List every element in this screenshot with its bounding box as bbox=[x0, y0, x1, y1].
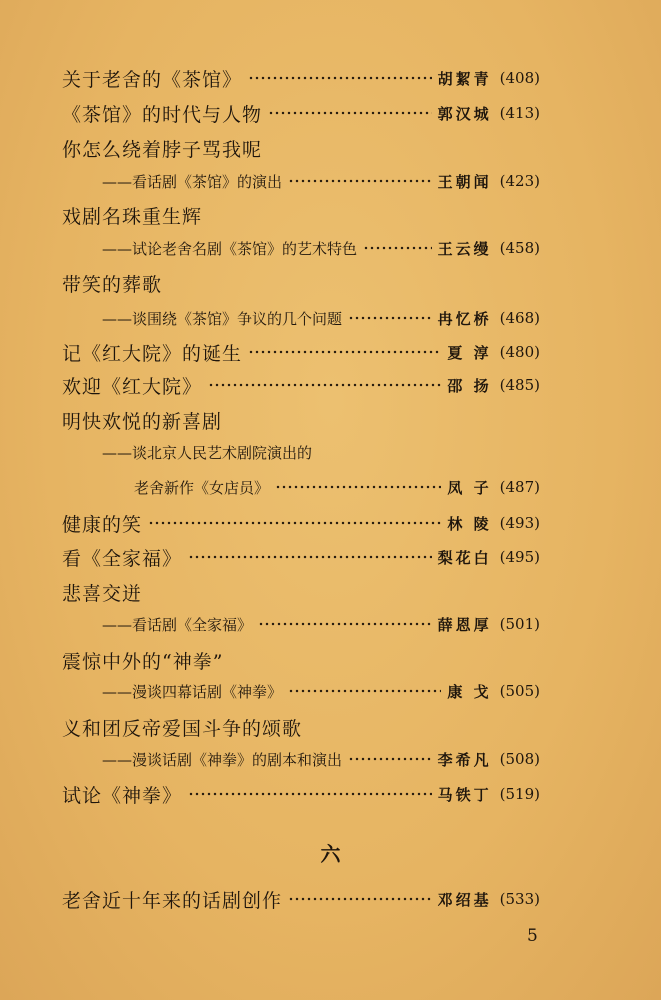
entry-page: (508) bbox=[499, 750, 540, 768]
entry-author: 夏 淳 bbox=[447, 343, 492, 362]
entry-title: 《茶馆》的时代与人物 bbox=[62, 103, 263, 126]
leader-dots bbox=[288, 894, 432, 904]
entry-author: 王朝闻 bbox=[437, 172, 492, 191]
entry-page: (480) bbox=[499, 343, 540, 361]
entry-title: 看《全家福》 bbox=[62, 547, 183, 570]
entry-author: 凤 子 bbox=[447, 478, 492, 497]
entry-page: (485) bbox=[499, 376, 540, 394]
entry-author: 梨花白 bbox=[437, 548, 492, 567]
toc-entry bbox=[62, 338, 540, 366]
leader-dots bbox=[188, 552, 432, 562]
section-heading: 六 bbox=[320, 842, 341, 866]
entry-page: (458) bbox=[499, 239, 540, 257]
entry-author: 邓绍基 bbox=[437, 890, 492, 909]
leader-dots bbox=[258, 619, 432, 629]
entry-page: (487) bbox=[499, 478, 540, 496]
entry-subtitle: ——漫谈话剧《神拳》的剧本和演出 bbox=[102, 750, 343, 769]
entry-author: 薛恩厚 bbox=[437, 615, 492, 634]
toc-entry bbox=[102, 304, 540, 332]
entry-author: 胡絜青 bbox=[437, 69, 492, 88]
entry-title: 明快欢悦的新喜剧 bbox=[62, 410, 223, 433]
entry-subtitle: ——漫谈四幕话剧《神拳》 bbox=[102, 682, 283, 701]
leader-dots bbox=[288, 686, 441, 696]
leader-dots bbox=[188, 789, 432, 799]
entry-page: (413) bbox=[499, 104, 540, 122]
entry-title: 老舍近十年来的话剧创作 bbox=[62, 889, 283, 912]
entry-subtitle: ——看话剧《茶馆》的演出 bbox=[102, 172, 283, 191]
leader-dots bbox=[248, 347, 441, 357]
toc-entry bbox=[102, 438, 540, 466]
entry-title: 欢迎《红大院》 bbox=[62, 375, 203, 398]
entry-author: 邵 扬 bbox=[447, 376, 492, 395]
entry-page: (533) bbox=[499, 890, 540, 908]
entry-title: 悲喜交迸 bbox=[62, 582, 143, 605]
toc-entry bbox=[102, 234, 540, 262]
leader-dots bbox=[148, 518, 441, 528]
toc-entry bbox=[62, 885, 540, 913]
entry-author: 林 陵 bbox=[447, 514, 492, 533]
entry-author: 王云缦 bbox=[437, 239, 492, 258]
toc-entry bbox=[62, 64, 540, 92]
entry-page: (501) bbox=[499, 615, 540, 633]
toc-entry bbox=[62, 99, 540, 127]
entry-subtitle: 老舍新作《女店员》 bbox=[134, 478, 270, 497]
entry-subtitle: ——看话剧《全家福》 bbox=[102, 615, 253, 634]
toc-entry bbox=[102, 745, 540, 773]
entry-page: (495) bbox=[499, 548, 540, 566]
entry-author: 康 戈 bbox=[447, 682, 492, 701]
entry-title: 戏剧名珠重生辉 bbox=[62, 205, 203, 228]
toc-entry bbox=[134, 473, 540, 501]
entry-title: 你怎么绕着脖子骂我呢 bbox=[62, 138, 263, 161]
leader-dots bbox=[363, 243, 432, 253]
entry-title: 试论《神拳》 bbox=[62, 784, 183, 807]
toc-entry bbox=[102, 610, 540, 638]
entry-title: 健康的笑 bbox=[62, 513, 143, 536]
page-number: 5 bbox=[527, 926, 538, 946]
entry-title: 义和团反帝爱国斗争的颂歌 bbox=[62, 717, 303, 740]
entry-title: 震惊中外的“神拳” bbox=[62, 650, 224, 673]
entry-page: (493) bbox=[499, 514, 540, 532]
leader-dots bbox=[208, 380, 441, 390]
leader-dots bbox=[268, 108, 432, 118]
entry-subtitle: ——试论老舍名剧《茶馆》的艺术特色 bbox=[102, 239, 358, 258]
entry-subtitle: ——谈北京人民艺术剧院演出的 bbox=[102, 443, 313, 462]
toc-entry bbox=[102, 167, 540, 195]
leader-dots bbox=[248, 73, 432, 83]
entry-title: 记《红大院》的诞生 bbox=[62, 342, 243, 365]
entry-title: 带笑的葬歌 bbox=[62, 273, 163, 296]
entry-title: 关于老舍的《茶馆》 bbox=[62, 68, 243, 91]
toc-entry bbox=[62, 543, 540, 571]
entry-page: (505) bbox=[499, 682, 540, 700]
leader-dots bbox=[288, 176, 432, 186]
entry-author: 冉忆桥 bbox=[437, 309, 492, 328]
entry-author: 郭汉城 bbox=[437, 104, 492, 123]
leader-dots bbox=[348, 754, 432, 764]
entry-page: (423) bbox=[499, 172, 540, 190]
toc-entry bbox=[62, 371, 540, 399]
entry-author: 李希凡 bbox=[437, 750, 492, 769]
entry-subtitle: ——谈围绕《茶馆》争议的几个问题 bbox=[102, 309, 343, 328]
entry-page: (519) bbox=[499, 785, 540, 803]
entry-page: (468) bbox=[499, 309, 540, 327]
entry-page: (408) bbox=[499, 69, 540, 87]
leader-dots bbox=[348, 313, 432, 323]
toc-entry bbox=[62, 780, 540, 808]
toc-entry bbox=[102, 677, 540, 705]
leader-dots bbox=[275, 482, 441, 492]
entry-author: 马铁丁 bbox=[437, 785, 492, 804]
toc-entry bbox=[62, 509, 540, 537]
